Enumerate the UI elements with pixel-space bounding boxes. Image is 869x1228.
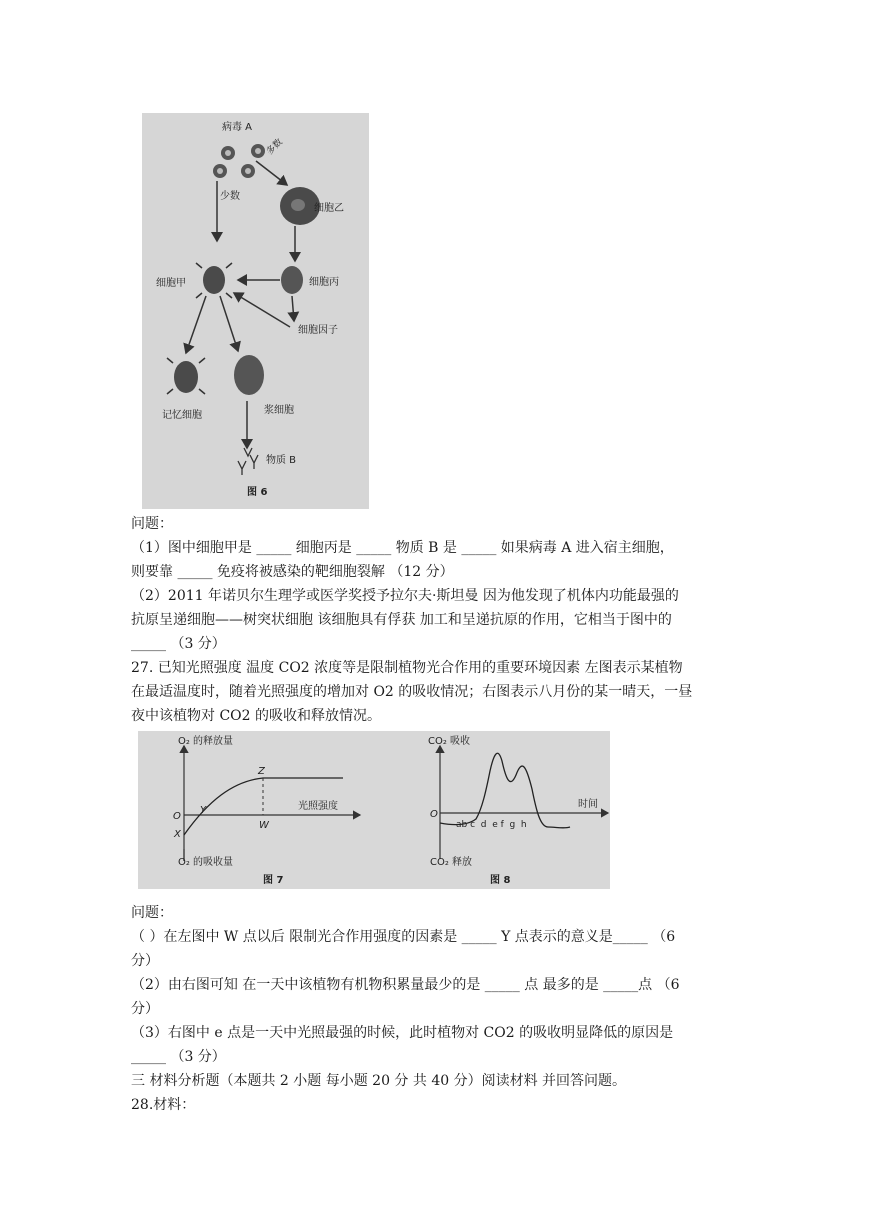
plasma-cell-icon bbox=[234, 355, 264, 395]
cell-a-label: 细胞甲 bbox=[156, 278, 186, 289]
fig7-origin: O bbox=[173, 811, 181, 822]
memory-cell-label: 记忆细胞 bbox=[162, 410, 202, 421]
fig7-y-top: O₂ 的释放量 bbox=[178, 736, 234, 747]
figure-7-caption: 图 7 bbox=[263, 875, 284, 886]
figure-6-immune-diagram bbox=[142, 113, 369, 509]
fig7-y-bottom: O₂ 的吸收量 bbox=[178, 857, 234, 868]
fig7-x-label: 光照强度 bbox=[298, 801, 338, 812]
q26-part1-line2: 则要靠 _____ 免疫将被感染的靶细胞裂解 （12 分） bbox=[131, 564, 454, 580]
q27-part3-line2: _____ （3 分） bbox=[131, 1049, 226, 1065]
fig8-y-bottom: CO₂ 释放 bbox=[430, 857, 473, 868]
q27-part1-line1: （ ）在左图中 W 点以后 限制光合作用强度的因素是 _____ Y 点表示的意义是_____ （6 bbox=[131, 929, 676, 945]
plasma-cell-label: 浆细胞 bbox=[264, 405, 294, 416]
cell-c-label: 细胞丙 bbox=[309, 277, 339, 288]
fig8-origin: O bbox=[430, 809, 438, 820]
q27-line3: 夜中该植物对 CO2 的吸收和释放情况。 bbox=[131, 708, 381, 724]
fig8-x-label: 时间 bbox=[578, 799, 598, 810]
section-3-title: 三 材料分析题（本题共 2 小题 每小题 20 分 共 40 分）阅读材料 并回答问题。 bbox=[131, 1073, 627, 1089]
many-label: 多数 bbox=[265, 137, 285, 158]
question-28-label: 28.材料： bbox=[131, 1097, 196, 1113]
q27-part2-line1: （2）由右图可知 在一天中该植物有机物积累量最少的是 _____ 点 最多的是 _____点 （6 bbox=[131, 977, 680, 993]
q27-part3-line1: （3）右图中 e 点是一天中光照最强的时候，此时植物对 CO2 的吸收明显降低的原因是 bbox=[131, 1025, 674, 1041]
q26-part2-line1: （2）2011 年诺贝尔生理学或医学奖授予拉尔夫·斯坦曼 因为他发现了机体内功能最强的 bbox=[131, 588, 679, 604]
virus-label: 病毒 A bbox=[222, 122, 253, 133]
fig7-point-x: X bbox=[174, 829, 181, 840]
substance-b-label: 物质 B bbox=[266, 455, 297, 466]
fig8-y-top: CO₂ 吸收 bbox=[428, 736, 471, 747]
q26-part2-line2: 抗原呈递细胞——树突状细胞 该细胞具有俘获 加工和呈递抗原的作用，它相当于图中的 bbox=[131, 612, 672, 628]
figure-6-caption: 图 6 bbox=[247, 487, 268, 498]
figure-7-8-graphs bbox=[138, 731, 610, 889]
q27-part2-line2: 分） bbox=[131, 1001, 159, 1017]
cytokine-label: 细胞因子 bbox=[298, 325, 338, 336]
few-label: 少数 bbox=[220, 191, 240, 202]
question-header: 问题： bbox=[131, 516, 173, 532]
q27-part1-line2: 分） bbox=[131, 953, 159, 969]
fig8-points: ab c d e f g h bbox=[456, 820, 527, 830]
q27-line1: 27. 已知光照强度 温度 CO2 浓度等是限制植物光合作用的重要环境因素 左图表示某植物 bbox=[131, 660, 683, 676]
q27-line2: 在最适温度时，随着光照强度的增加对 O2 的吸收情况；右图表示八月份的某一晴天，一昼 bbox=[131, 684, 693, 700]
q26-part2-line3: _____ （3 分） bbox=[131, 636, 226, 652]
fig7-point-w: W bbox=[259, 820, 269, 831]
cell-c-icon bbox=[281, 266, 303, 294]
question-header-2: 问题： bbox=[131, 905, 173, 921]
q26-part1-line1: （1）图中细胞甲是 _____ 细胞丙是 _____ 物质 B 是 _____ 如果病毒 A 进入宿主细胞， bbox=[131, 540, 674, 556]
cell-b-label: 细胞乙 bbox=[314, 203, 344, 214]
fig7-point-y: Y bbox=[200, 805, 207, 816]
fig7-point-z: Z bbox=[258, 766, 265, 777]
figure-8-caption: 图 8 bbox=[490, 875, 511, 886]
